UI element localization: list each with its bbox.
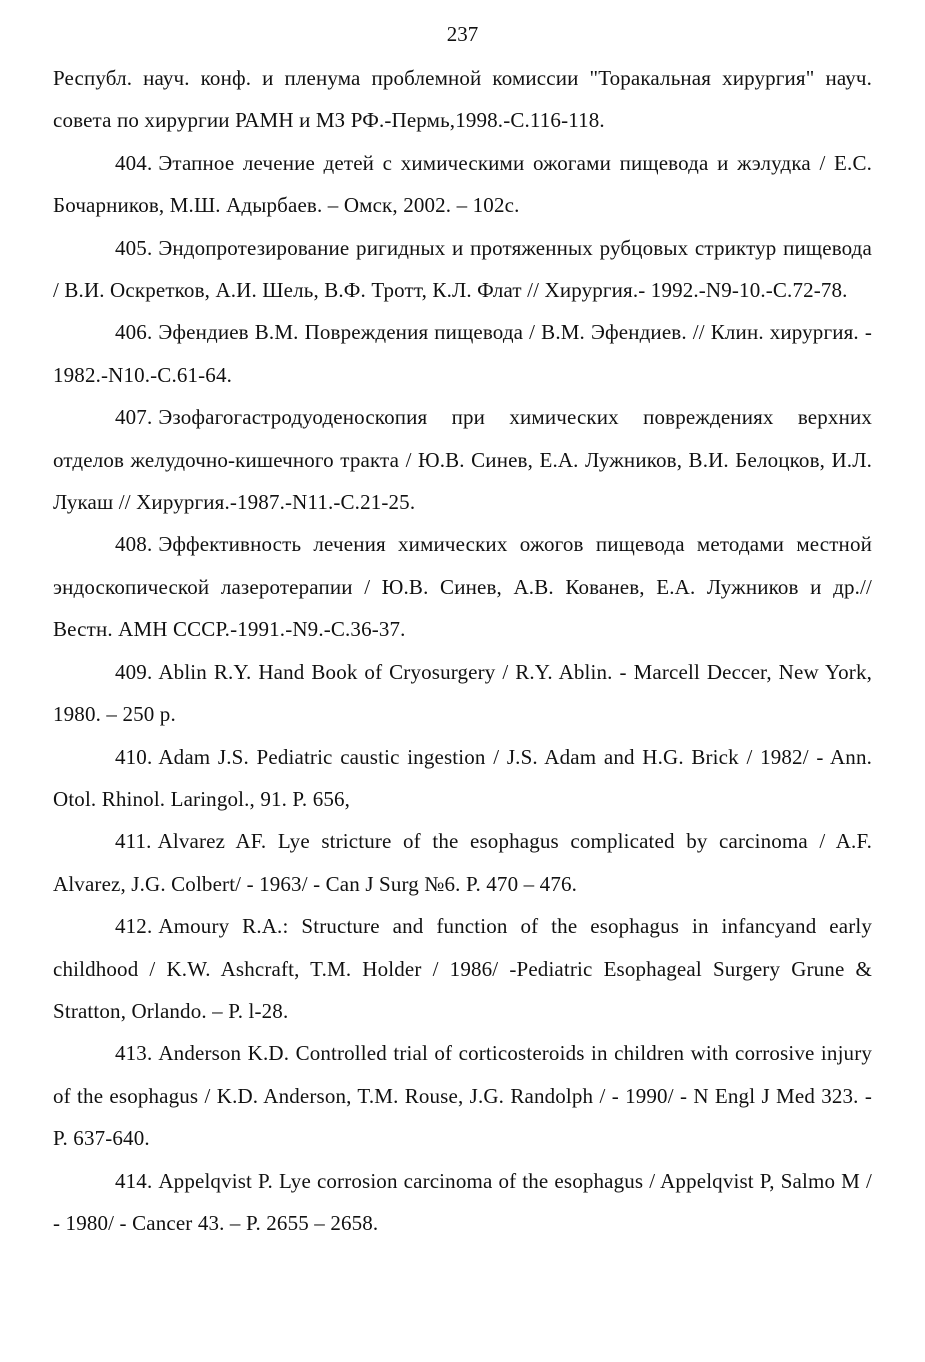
reference-number: 414. [115, 1168, 153, 1193]
reference-text: Эффективность лечения химических ожогов пищевода методами местной эндоскопической лазеротерапии / Ю.В. Синев, А.В. Кованев, Е.А. Лужников и др.// Вестн. АМН СССР.-1991.-N9.-С.36-37. [53, 532, 872, 642]
reference-text: Ablin R.Y. Hand Book of Cryosurgery / R.Y. Ablin. - Marcell Deccer, New York, 1980. – 250 p. [53, 659, 872, 727]
reference-list [53, 57, 872, 1244]
reference-entry-408 [53, 523, 872, 650]
reference-entry-413 [53, 1032, 872, 1159]
reference-number: 412. [115, 914, 153, 939]
reference-text: Adam J.S. Pediatric caustic ingestion / J.S. Adam and H.G. Brick / 1982/ - Ann. Otol. Rhinol. Laringol., 91. P. 656, [53, 744, 872, 811]
reference-text: Этапное лечение детей с химическими ожогами пищевода и жэлудка / Е.С. Бочарников, М.Ш. Адырбаев. – Омск, 2002. – 102с. [53, 150, 872, 218]
reference-entry-412 [53, 905, 872, 1032]
reference-entry-407 [53, 396, 872, 523]
reference-text: Appelqvist P. Lye corrosion carcinoma of the esophagus / Appelqvist P, Salmo M / - 1980/ - Cancer 43. – P. 2655 – 2658. [53, 1168, 872, 1235]
reference-entry-405 [53, 227, 872, 312]
reference-text: Эндопротезирование ригидных и протяженных рубцовых стриктур пищевода / В.И. Оскретков, А.И. Шель, В.Ф. Тротт, К.Л. Флат // Хирургия.- 1992.-N9-10.-С.72-78. [53, 235, 872, 303]
reference-entry-410 [53, 736, 872, 821]
reference-entry-404 [53, 142, 872, 227]
reference-text: Республ. науч. конф. и пленума проблемной комиссии "Торакальная хирургия" науч. совета по хирургии РАМН и МЗ РФ.-Пермь,1998.-С.116-118. [53, 66, 872, 133]
reference-text: Anderson K.D. Controlled trial of corticosteroids in children with corrosive injury of the esophagus / K.D. Anderson, T.M. Rouse, J.G. Randolph / - 1990/ - N Engl J Med 323. - P. 637-640. [53, 1041, 872, 1151]
reference-number: 408. [115, 532, 153, 557]
reference-text: Эзофагогастродуоденоскопия при химических повреждениях верхних отделов желудочно-кишечного тракта / Ю.В. Синев, Е.А. Лужников, В.И. Белоцков, И.Л. Лукаш // Хирургия.-1987.-N11.-С.21-25. [53, 405, 872, 515]
reference-number: 407. [115, 405, 153, 430]
reference-number: 411. [115, 829, 152, 854]
reference-number: 405. [115, 235, 153, 260]
reference-number: 404. [115, 150, 153, 175]
reference-text: Amoury R.A.: Structure and function of the esophagus in infancyand early childhood / K.W. Ashcraft, T.M. Holder / 1986/ -Pediatric Esophageal Surgery Grune & Stratton, Orlando. – P. l-28. [53, 914, 872, 1023]
reference-entry-414 [53, 1160, 872, 1245]
reference-entry-continued [53, 57, 872, 142]
reference-text: Эфендиев В.М. Повреждения пищевода / В.М. Эфендиев. // Клин. хирургия. - 1982.-N10.-С.61-64. [53, 320, 872, 387]
reference-number: 413. [115, 1041, 153, 1066]
reference-number: 410. [115, 744, 153, 769]
reference-number: 409. [115, 659, 153, 684]
reference-entry-411 [53, 820, 872, 905]
reference-text: Alvarez AF. Lye stricture of the esophagus complicated by carcinoma / A.F. Alvarez, J.G. Colbert/ - 1963/ - Can J Surg №6. P. 470 – 476. [53, 829, 872, 896]
reference-entry-406 [53, 311, 872, 396]
reference-entry-409 [53, 651, 872, 736]
reference-number: 406. [115, 320, 153, 345]
page-number: 237 [446, 22, 479, 46]
